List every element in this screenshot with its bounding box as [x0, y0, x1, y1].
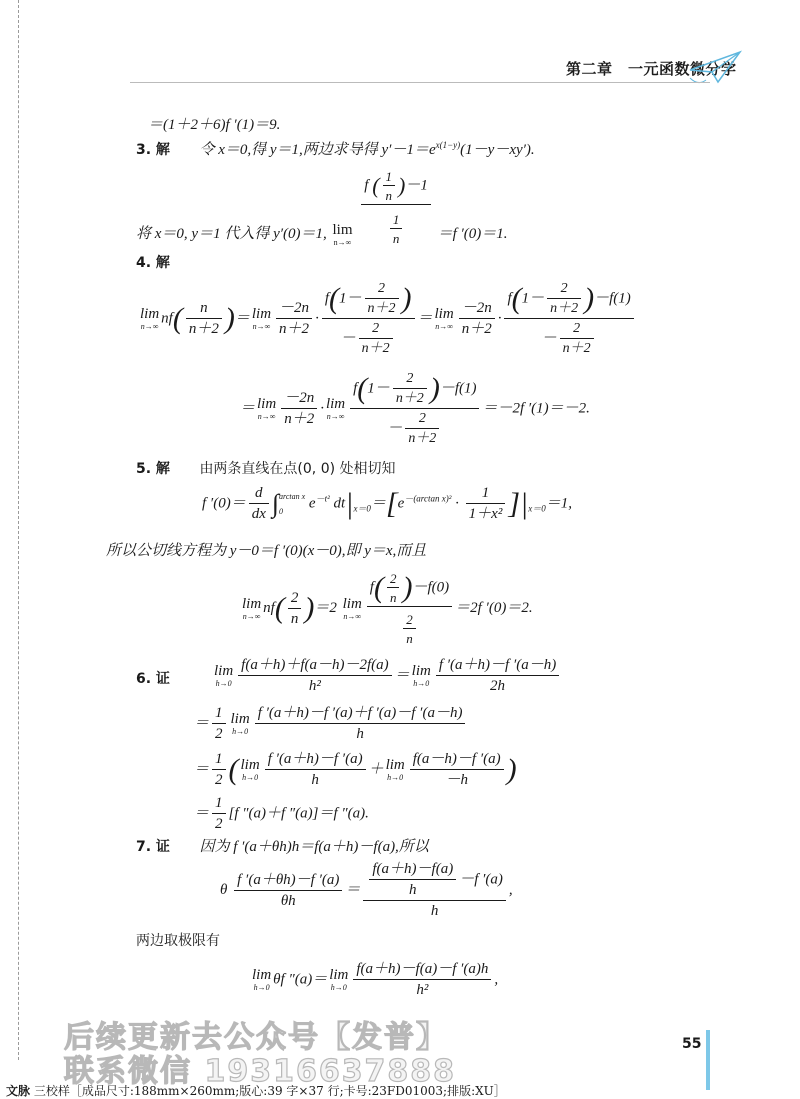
problem-3-text: 令 x＝0,得 y＝1,两边求导得 y′－1＝e [199, 142, 436, 158]
watermark-line-2: 联系微信 19316637888 [64, 1054, 457, 1089]
problem-6-last: [f ″(a)＋f ″(a)]＝f ″(a). [228, 805, 369, 822]
problem-7-text: 因为 f ′(a＋θh)h＝f(a＋h)－f(a),所以 [199, 839, 429, 855]
problem-5-eq: f ′(0)＝ $\frac{d}{dx}$ ∫ arctan x 0 $e^{-t^2}$ $dt|_{x=0}=[e^{-(arctan x)^2}$ · $\frac{1}{\text{1＋x²}}$ ]$|_{x=0}=1$, [202, 485, 573, 522]
chapter-header: 第二章 一元函数微分学 [566, 60, 737, 78]
limit-operator: lim n→∞ [332, 221, 353, 247]
problem-4-eq1: lim n→∞ nf( $\frac{n}{n+2}$ )＝ lim n→∞ $\frac{-2n}{n+2}$ · f(1－ $\frac{2}{n+2}$ ) － $\frac{2}{n+2}$ ＝ lim n→∞ $\frac{-2n}{n+2}$ · f(1－ $\frac{2}{n+2}$ )－f(1) － $\frac{2}{n+2}$ [138, 282, 637, 356]
problem-5-line-c: 所以公切线方程为 y－0＝f ′(0)(x－0),即 y＝x,而且 [106, 543, 427, 559]
problem-7-eq1: θ $\frac{f '(a+\theta h)-f '(a)}{\theta h}$ ＝ $\frac{f(a+h)-f(a)}{h}$ －f ′(a) h , [220, 861, 513, 919]
fraction: f ( $\frac{1}{n}$ )－1 $\frac{1}{n}$ [361, 170, 431, 245]
problem-6-eq3: ＝ $\frac{1}{2}$ ( lim h→0 $\frac{f '(a+h)-f '(a)}{h}$ ＋ lim h→0 $\frac{f(a-h)-f '(a)}{-h}$ ) [194, 751, 517, 788]
footer-info: 三校样［成品尺寸:188mm×260mm;版心:39 字×37 行;卡号:23FD01003;排版:XU］ [33, 1084, 506, 1098]
problem-6-label: 6. 证 [136, 671, 170, 687]
problem-5-line [136, 462, 396, 477]
problem-6-eq1: lim h→0 $\frac{f(a+h)+f(a-h)-2f(a)}{\text{h²}}$ ＝ lim h→0 $\frac{f '(a+h)-f '(a-h)}{2h}$ [212, 658, 562, 694]
problem-3b-line [136, 170, 508, 245]
problem-7-line [136, 840, 429, 855]
print-footer [6, 1082, 506, 1099]
footer-brand: 文脉 [6, 1084, 31, 1098]
page-edge-bar [706, 1030, 710, 1090]
header-rule [130, 82, 710, 83]
problem-5-label: 5. 解 [136, 461, 170, 477]
margin-guide-line [18, 0, 20, 1060]
problem-7-line-c: 两边取极限有 [136, 933, 220, 949]
problem-3b-post: ＝f ′(0)＝1. [437, 225, 508, 242]
result-line: ＝(1＋2＋6)f ′(1)＝9. [148, 117, 281, 133]
problem-4-eq2: ＝ lim n→∞ $\frac{-2n}{n+2}$ · lim n→∞ f(1－ $\frac{2}{n+2}$ )－f(1) － $\frac{2}{n+2}$ ＝－2f ′(1)＝－2. [240, 371, 590, 446]
problem-4-label: 4. 解 [136, 255, 170, 271]
watermark-line-1: 后续更新去公众号【发普】 [64, 1020, 448, 1055]
problem-5-eq2: lim n→∞ nf( $\frac{2}{n}$ )＝2 lim n→∞ f( $\frac{2}{n}$ )－f(0) $\frac{2}{n}$ ＝2f ′(0)＝2. [242, 571, 533, 646]
problem-3b-pre: 将 x＝0, y＝1 代入得 y′(0)＝1, [136, 225, 327, 242]
problem-3-line [136, 141, 535, 158]
problem-3-label: 3. 解 [136, 142, 170, 158]
problem-6-eq4: ＝ $\frac{1}{2}$ [f ″(a)＋f ″(a)]＝f ″(a). [194, 795, 369, 832]
problem-5-text: 由两条直线在点(0, 0) 处相切知 [199, 461, 396, 477]
problem-7-eq2: lim h→0 θf ″(a)＝ lim h→0 $\frac{f(a+h)-f(a)-f '(a)h}{\text{h²}}$ , [252, 961, 499, 998]
problem-7-label: 7. 证 [136, 839, 170, 855]
problem-6-eq2: ＝ $\frac{1}{2}$ lim h→0 $\frac{f '(a+h)-f '(a)+f '(a)-f '(a-h)}{h}$ [194, 706, 468, 742]
exponent: x(1−y) [435, 140, 461, 150]
problem-3-tail: (1－y－xy′). [460, 142, 535, 158]
page-number: 55 [682, 1036, 702, 1052]
